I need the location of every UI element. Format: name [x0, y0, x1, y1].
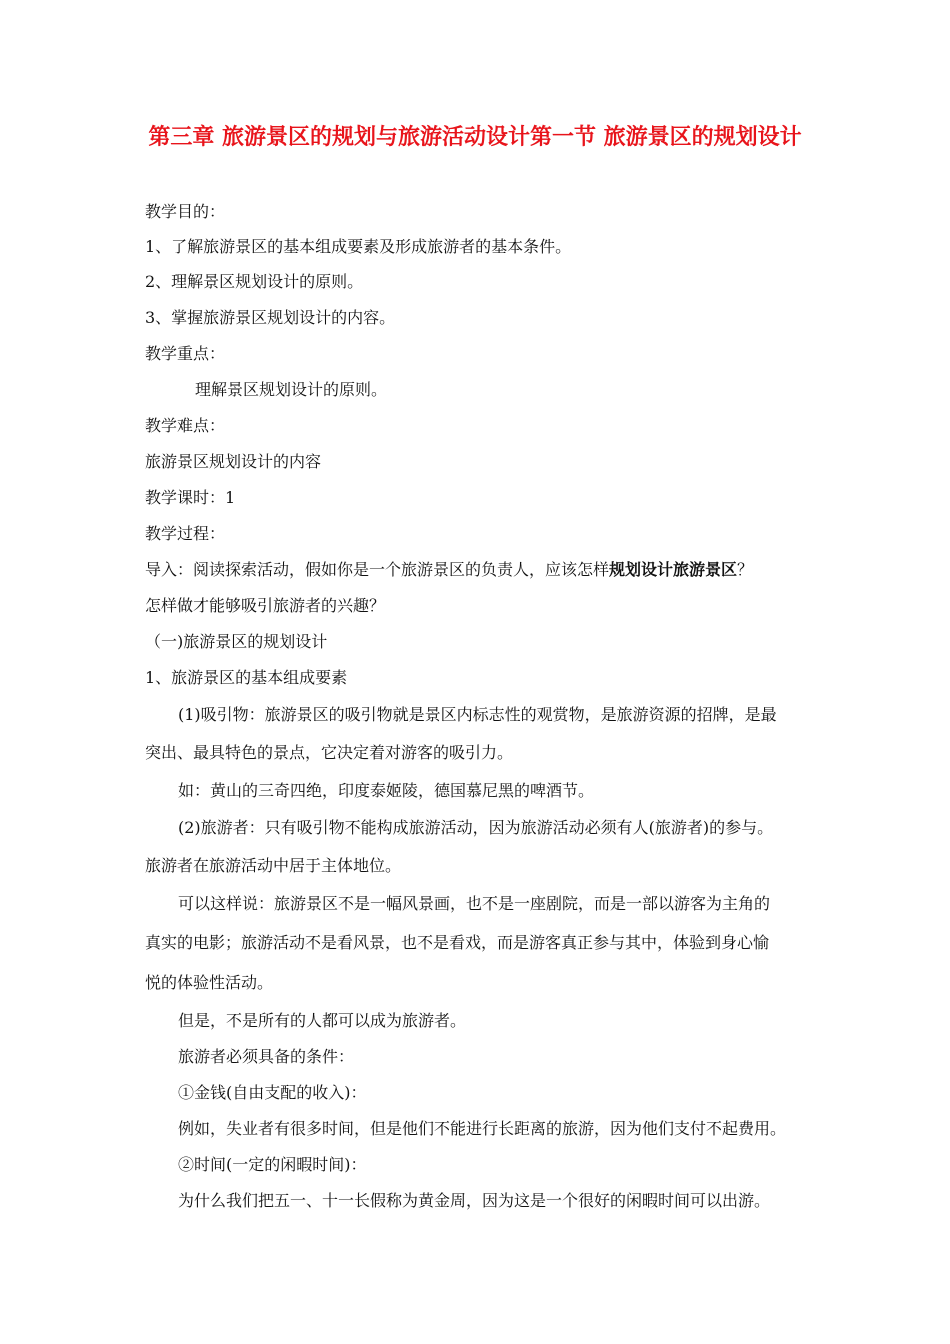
subsection-heading: 1、旅游景区的基本组成要素	[145, 668, 348, 687]
difficulty-heading: 教学难点：	[145, 416, 226, 435]
condition-time: ②时间(一定的闲暇时间)：	[178, 1155, 367, 1174]
money-example: 例如，失业者有很多时间，但是他们不能进行长距离的旅游，因为他们支付不起费用。	[178, 1119, 787, 1138]
tourist-line-1: (2)旅游者：只有吸引物不能构成旅游活动，因为旅游活动必须有人(旅游者)的参与。	[178, 818, 774, 837]
saying-line-2: 真实的电影；旅游活动不是看风景，也不是看戏，而是游客真正参与其中，体验到身心愉	[145, 933, 770, 952]
intro-suffix: ？	[737, 560, 754, 579]
section-heading: （一)旅游景区的规划设计	[145, 632, 328, 651]
not-all-text: 但是，不是所有的人都可以成为旅游者。	[178, 1011, 467, 1030]
teaching-hours: 教学课时：1	[145, 488, 236, 507]
tourist-line-2: 旅游者在旅游活动中居于主体地位。	[145, 856, 402, 875]
condition-money: ①金钱(自由支配的收入)：	[178, 1083, 367, 1102]
attraction-line-2: 突出、最具特色的景点，它决定着对游客的吸引力。	[145, 743, 514, 762]
key-point-heading: 教学重点：	[145, 344, 226, 363]
objective-item-1: 1、了解旅游景区的基本组成要素及形成旅游者的基本条件。	[145, 237, 572, 256]
saying-line-3: 悦的体验性活动。	[145, 973, 274, 992]
intro-paragraph	[145, 559, 753, 581]
intro-prefix: 导入：阅读探索活动，假如你是一个旅游景区的负责人，应该怎样	[145, 560, 610, 579]
objective-item-3: 3、掌握旅游景区规划设计的内容。	[145, 308, 396, 327]
attraction-line-1: (1)吸引物：旅游景区的吸引物就是景区内标志性的观赏物，是旅游资源的招牌，是最	[178, 705, 777, 724]
objectives-heading: 教学目的：	[145, 202, 226, 221]
process-heading: 教学过程：	[145, 524, 226, 543]
intro-bold-term: 规划设计旅游景区	[609, 560, 738, 579]
intro-question: 怎样做才能够吸引旅游者的兴趣？	[145, 596, 386, 615]
difficulty-text: 旅游景区规划设计的内容	[145, 452, 322, 471]
saying-line-1: 可以这样说：旅游景区不是一幅风景画，也不是一座剧院，而是一部以游客为主角的	[178, 894, 771, 913]
conditions-heading: 旅游者必须具备的条件：	[178, 1047, 355, 1066]
key-point-text: 理解景区规划设计的原则。	[195, 380, 388, 399]
time-example: 为什么我们把五一、十一长假称为黄金周，因为这是一个很好的闲暇时间可以出游。	[178, 1191, 771, 1210]
document-title: 第三章 旅游景区的规划与旅游活动设计第一节 旅游景区的规划设计	[148, 125, 802, 150]
attraction-example: 如：黄山的三奇四绝，印度泰姬陵，德国慕尼黑的啤酒节。	[178, 781, 595, 800]
objective-item-2: 2、理解景区规划设计的原则。	[145, 272, 364, 291]
